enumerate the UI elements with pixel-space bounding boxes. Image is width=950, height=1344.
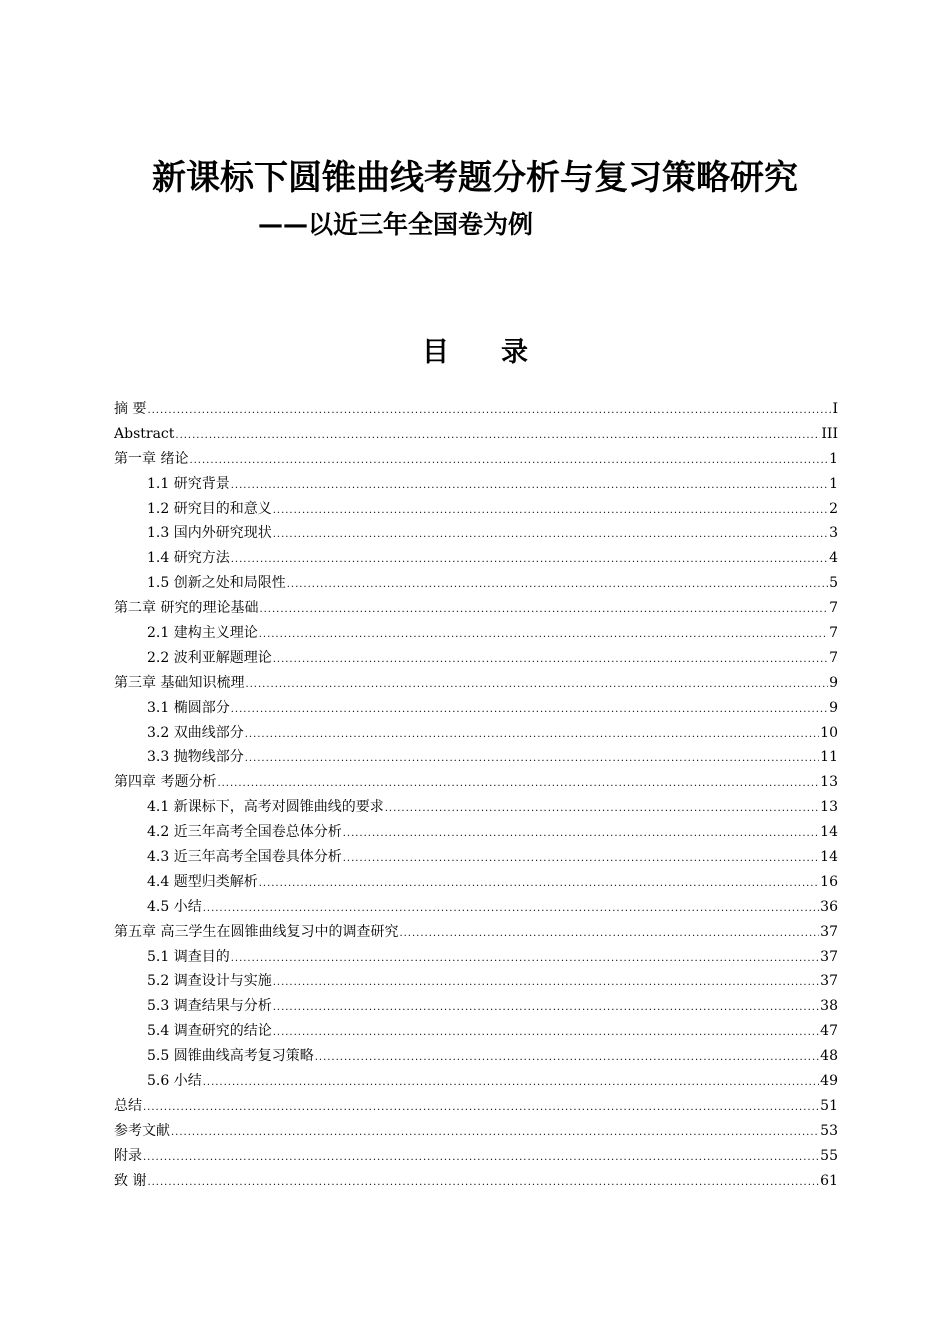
toc-entry-page: I <box>832 401 838 417</box>
toc-entry-page: 53 <box>820 1122 838 1139</box>
toc-entry-page: III <box>821 425 838 442</box>
toc-entry[interactable] <box>114 1069 838 1094</box>
toc-entry-label: 1.1 研究背景 <box>147 475 230 492</box>
toc-entry[interactable] <box>114 745 838 770</box>
toc-entry-label: 3.1 椭圆部分 <box>147 699 230 716</box>
toc-entry-page: 13 <box>820 774 838 791</box>
toc-entry[interactable] <box>114 571 838 596</box>
toc-entry-label: 5.4 调查研究的结论 <box>147 1023 272 1040</box>
toc-entry[interactable] <box>114 696 838 721</box>
toc-entry[interactable] <box>114 596 838 621</box>
toc-entry-page: 11 <box>820 749 838 766</box>
toc-entry-label: 1.2 研究目的和意义 <box>147 500 272 517</box>
toc-entry[interactable] <box>114 895 838 920</box>
toc-entry-page: 1 <box>829 450 838 467</box>
toc-entry-page: 5 <box>829 575 838 592</box>
toc-leader-dots <box>217 772 819 797</box>
toc-entry-label: 第三章 基础知识梳理 <box>114 674 245 691</box>
toc-entry-label: 4.5 小结 <box>147 898 202 915</box>
toc-entry-page: 51 <box>820 1097 838 1114</box>
toc-entry-label: 摘 要 <box>114 401 147 417</box>
toc-leader-dots <box>259 872 819 897</box>
toc-leader-dots <box>143 1096 819 1121</box>
toc-entry[interactable] <box>114 1094 838 1119</box>
toc-leader-dots <box>245 747 819 772</box>
toc-leader-dots <box>147 399 831 424</box>
toc-entry-page: 38 <box>820 998 838 1015</box>
toc-entry-page: 55 <box>820 1147 838 1164</box>
toc-leader-dots <box>203 897 819 922</box>
toc-entry[interactable] <box>114 472 838 497</box>
toc-entry-page: 3 <box>829 525 838 542</box>
toc-entry[interactable] <box>114 1169 838 1194</box>
toc-entry-label: 参考文献 <box>114 1122 170 1139</box>
toc-entry-label: 第四章 考题分析 <box>114 774 217 791</box>
toc-entry[interactable] <box>114 397 838 422</box>
toc-leader-dots <box>259 623 828 648</box>
toc-entry-label: 致 谢 <box>114 1172 147 1189</box>
toc-entry-page: 7 <box>829 649 838 666</box>
toc-entry[interactable] <box>114 945 838 970</box>
toc-entry-label: 第二章 研究的理论基础 <box>114 600 259 617</box>
toc-entry[interactable] <box>114 920 838 945</box>
toc-entry[interactable] <box>114 521 838 546</box>
toc-heading-right: 录 <box>501 337 528 368</box>
toc-leader-dots <box>273 523 828 548</box>
toc-entry-label: 4.2 近三年高考全国卷总体分析 <box>147 824 342 841</box>
toc-entry-page: 7 <box>829 600 838 617</box>
toc-leader-dots <box>385 797 819 822</box>
toc-leader-dots <box>273 1021 819 1046</box>
toc-entry-page: 37 <box>820 923 838 940</box>
toc-leader-dots <box>189 449 828 474</box>
toc-entry-label: 3.2 双曲线部分 <box>147 724 244 741</box>
toc-leader-dots <box>231 698 828 723</box>
toc-heading-left: 目 <box>422 337 449 368</box>
toc-entry[interactable] <box>114 870 838 895</box>
toc-entry-label: 5.5 圆锥曲线高考复习策略 <box>147 1048 314 1065</box>
toc-leader-dots <box>315 1046 819 1071</box>
toc-entry-page: 10 <box>820 724 838 741</box>
toc-entry[interactable] <box>114 621 838 646</box>
toc-entry-page: 9 <box>829 674 838 691</box>
toc-entry[interactable] <box>114 994 838 1019</box>
toc-entry-label: 4.3 近三年高考全国卷具体分析 <box>147 849 342 866</box>
toc-entry[interactable] <box>114 671 838 696</box>
toc-entry-label: 4.1 新课标下，高考对圆锥曲线的要求 <box>147 799 384 816</box>
toc-entry-label: 5.2 调查设计与实施 <box>147 973 272 990</box>
toc-entry-page: 47 <box>820 1023 838 1040</box>
toc-leader-dots <box>175 424 820 449</box>
toc-entry-label: 3.3 抛物线部分 <box>147 749 244 766</box>
toc-entry-page: 14 <box>820 849 838 866</box>
table-of-contents <box>114 397 838 1194</box>
toc-entry[interactable] <box>114 497 838 522</box>
toc-entry-page: 48 <box>820 1048 838 1065</box>
toc-entry[interactable] <box>114 1044 838 1069</box>
toc-entry[interactable] <box>114 820 838 845</box>
toc-entry-page: 36 <box>820 898 838 915</box>
toc-entry-label: 1.3 国内外研究现状 <box>147 525 272 542</box>
toc-entry-label: 第五章 高三学生在圆锥曲线复习中的调查研究 <box>114 923 399 940</box>
toc-entry[interactable] <box>114 422 838 447</box>
toc-entry-page: 61 <box>820 1172 838 1189</box>
toc-leader-dots <box>399 922 819 947</box>
toc-entry[interactable] <box>114 1119 838 1144</box>
toc-leader-dots <box>343 822 819 847</box>
toc-entry-page: 16 <box>820 873 838 890</box>
toc-leader-dots <box>273 499 828 524</box>
toc-entry[interactable] <box>114 546 838 571</box>
toc-entry-page: 2 <box>829 500 838 517</box>
toc-entry-page: 49 <box>820 1073 838 1090</box>
toc-entry-label: 5.6 小结 <box>147 1073 202 1090</box>
toc-entry-page: 14 <box>820 824 838 841</box>
toc-entry[interactable] <box>114 447 838 472</box>
toc-leader-dots <box>231 474 828 499</box>
toc-leader-dots <box>171 1121 819 1146</box>
toc-entry-label: 附录 <box>114 1147 142 1164</box>
toc-entry-label: Abstract <box>114 425 175 442</box>
toc-entry-label: 5.1 调查目的 <box>147 948 230 965</box>
toc-leader-dots <box>231 947 819 972</box>
toc-entry-page: 9 <box>829 699 838 716</box>
toc-entry[interactable] <box>114 721 838 746</box>
toc-entry-page: 37 <box>820 973 838 990</box>
toc-entry-label: 1.5 创新之处和局限性 <box>147 575 286 592</box>
toc-leader-dots <box>245 673 828 698</box>
toc-leader-dots <box>287 573 828 598</box>
toc-entry[interactable] <box>114 1144 838 1169</box>
toc-leader-dots <box>245 723 819 748</box>
toc-entry[interactable] <box>114 845 838 870</box>
toc-entry[interactable] <box>114 1019 838 1044</box>
toc-leader-dots <box>231 548 828 573</box>
toc-entry-label: 总结 <box>114 1097 142 1114</box>
toc-entry[interactable] <box>114 795 838 820</box>
toc-leader-dots <box>147 1171 819 1196</box>
toc-entry-page: 7 <box>829 625 838 642</box>
toc-entry-page: 4 <box>829 550 838 567</box>
toc-entry-label: 2.2 波利亚解题理论 <box>147 649 272 666</box>
toc-leader-dots <box>203 1071 819 1096</box>
toc-entry[interactable] <box>114 770 838 795</box>
toc-leader-dots <box>143 1146 819 1171</box>
toc-entry-label: 1.4 研究方法 <box>147 550 230 567</box>
toc-entry[interactable] <box>114 646 838 671</box>
toc-entry-page: 1 <box>829 475 838 492</box>
toc-leader-dots <box>259 598 828 623</box>
toc-entry-page: 37 <box>820 948 838 965</box>
toc-entry-label: 第一章 绪论 <box>114 450 189 467</box>
toc-entry-label: 5.3 调查结果与分析 <box>147 998 272 1015</box>
toc-leader-dots <box>273 996 819 1021</box>
toc-entry[interactable] <box>114 969 838 994</box>
toc-heading <box>0 330 950 369</box>
document-subtitle: ——以近三年全国卷为例 <box>258 210 534 239</box>
toc-entry-page: 13 <box>820 799 838 816</box>
toc-entry-label: 4.4 题型归类解析 <box>147 873 258 890</box>
document-title: 新课标下圆锥曲线考题分析与复习策略研究 <box>152 158 798 198</box>
toc-entry-label: 2.1 建构主义理论 <box>147 625 258 642</box>
toc-leader-dots <box>343 847 819 872</box>
toc-leader-dots <box>273 971 819 996</box>
toc-leader-dots <box>273 648 828 673</box>
